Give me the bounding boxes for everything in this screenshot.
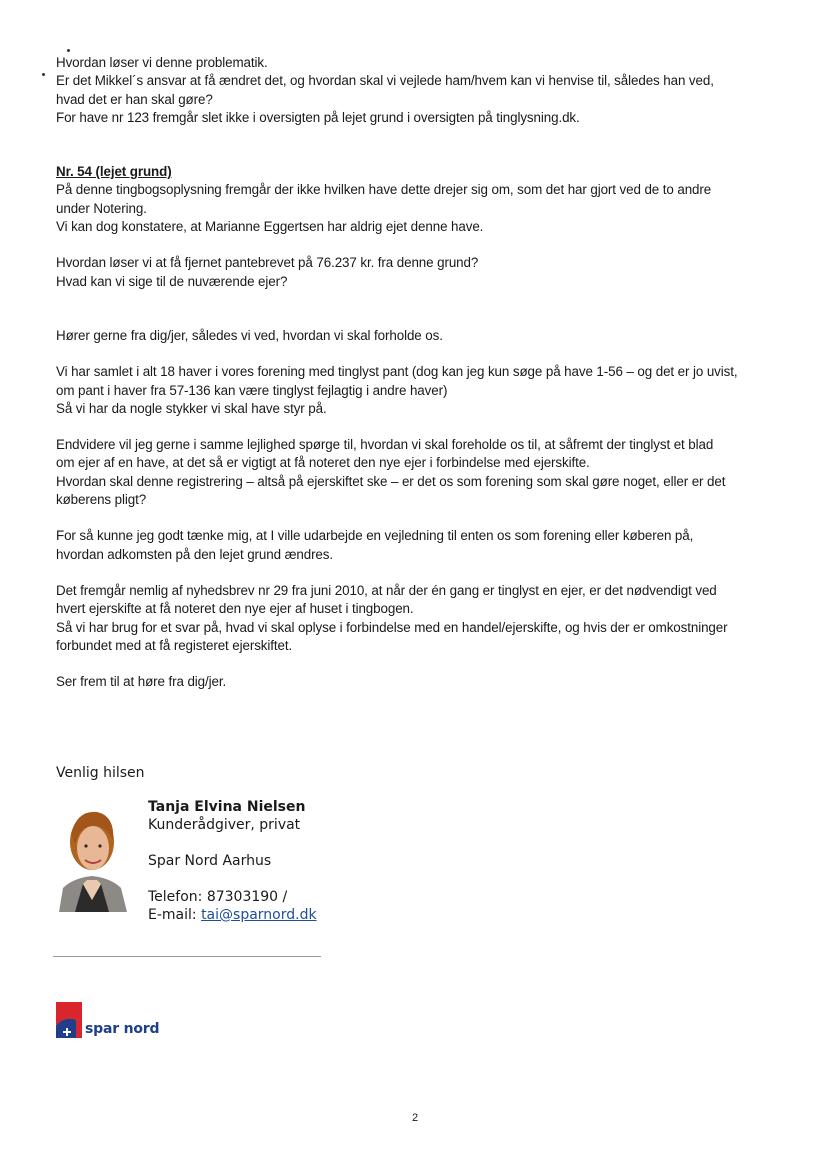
closing-greeting: Venlig hilsen: [56, 765, 145, 781]
signature-branch: Spar Nord Aarhus: [148, 853, 272, 869]
scan-speck: [42, 73, 45, 76]
text-line: hvert ejerskifte at få noteret den nye ejer af huset i tingbogen.: [56, 601, 414, 617]
paragraph-hoerer: [56, 327, 786, 345]
paragraph-haver: [56, 363, 786, 418]
page-number: 2: [412, 1112, 419, 1124]
paragraph-vejledning: [56, 527, 786, 564]
paragraph-pantebrev: [56, 254, 786, 291]
text-line: Er det Mikkel´s ansvar at få ændret det, og hvordan skal vi vejlede ham/hvem kan vi henvise til, således han ved,: [56, 73, 714, 89]
paragraph-nyhedsbrev: [56, 582, 786, 655]
paragraph-nr54: [56, 163, 786, 236]
text-line: På denne tingbogsoplysning fremgår der ikke hvilken have dette drejer sig om, som det har gjort ved de to andre: [56, 182, 712, 198]
text-line: Hvad kan vi sige til de nuværende ejer?: [56, 273, 288, 289]
paragraph-problem: [56, 54, 786, 127]
email-signature: [148, 798, 317, 924]
signature-divider: [53, 956, 321, 957]
signature-name: Tanja Elvina Nielsen: [148, 799, 306, 815]
spar-nord-logo-icon: [56, 1002, 82, 1038]
text-line: hvordan adkomsten på den lejet grund ændres.: [56, 546, 333, 562]
scan-speck: [67, 49, 70, 52]
text-line: køberens pligt?: [56, 492, 147, 508]
spar-nord-logo: [56, 1002, 159, 1038]
text-line: Hvordan skal denne registrering – altså på ejerskiftet ske – er det os som forening som skal gøre noget, eller er det: [56, 473, 726, 489]
text-line: For så kunne jeg godt tænke mig, at I ville udarbejde en vejledning til enten os som forening eller køberen på,: [56, 528, 694, 544]
avatar: [53, 800, 131, 912]
text-line: Endvidere vil jeg gerne i samme lejlighed spørge til, hvordan vi skal foreholde os til, at såfremt der tinglyst et blad: [56, 437, 714, 453]
paragraph-ejerskifte: [56, 436, 786, 509]
paragraph-ser-frem: [56, 673, 786, 691]
text-line: Så vi har brug for et svar på, hvad vi skal oplyse i forbindelse med en handel/ejerskifte, og hvis der er omkostninger: [56, 619, 728, 635]
text-line: Ser frem til at høre fra dig/jer.: [56, 674, 227, 690]
signature-email-label: E-mail:: [148, 907, 202, 923]
text-line: For have nr 123 fremgår slet ikke i oversigten på lejet grund i oversigten på tinglysning.dk.: [56, 109, 580, 125]
letter-body: [56, 54, 786, 709]
text-line: Hvordan løser vi denne problematik.: [56, 55, 268, 70]
text-line: Hvordan løser vi at få fjernet pantebrevet på 76.237 kr. fra denne grund?: [56, 255, 479, 271]
signature-title: Kunderådgiver, privat: [148, 817, 301, 833]
text-line: Det fremgår nemlig af nyhedsbrev nr 29 fra juni 2010, at når der én gang er tinglyst en ejer, er det nødvendigt ved: [56, 582, 717, 598]
text-line: Hører gerne fra dig/jer, således vi ved, hvordan vi skal forholde os.: [56, 327, 443, 343]
text-line: Så vi har da nogle stykker vi skal have styr på.: [56, 400, 327, 416]
text-line: Vi kan dog konstatere, at Marianne Eggertsen har aldrig ejet denne have.: [56, 219, 484, 235]
signature-email-row: [148, 906, 317, 924]
text-line: om ejer af en have, at det så er vigtigt at få noteret den nye ejer i forbindelse med ejerskifte.: [56, 455, 590, 471]
text-line: om pant i haver fra 57-136 kan være tinglyst fejlagtig i andre haver): [56, 382, 448, 398]
signature-email-link[interactable]: tai@sparnord.dk: [201, 907, 317, 923]
text-line: hvad det er han skal gøre?: [56, 91, 213, 107]
spar-nord-logo-text: spar nord: [85, 1021, 160, 1037]
signature-phone: Telefon: 87303190 /: [148, 889, 288, 905]
text-line: forbundet med at få registeret ejerskiftet.: [56, 637, 293, 653]
text-line: Vi har samlet i alt 18 haver i vores forening med tinglyst pant (dog kan jeg kun søge på have 1-56 – og det er jo uvist,: [56, 364, 738, 380]
section-heading: Nr. 54 (lejet grund): [56, 164, 172, 180]
text-line: under Notering.: [56, 200, 147, 216]
